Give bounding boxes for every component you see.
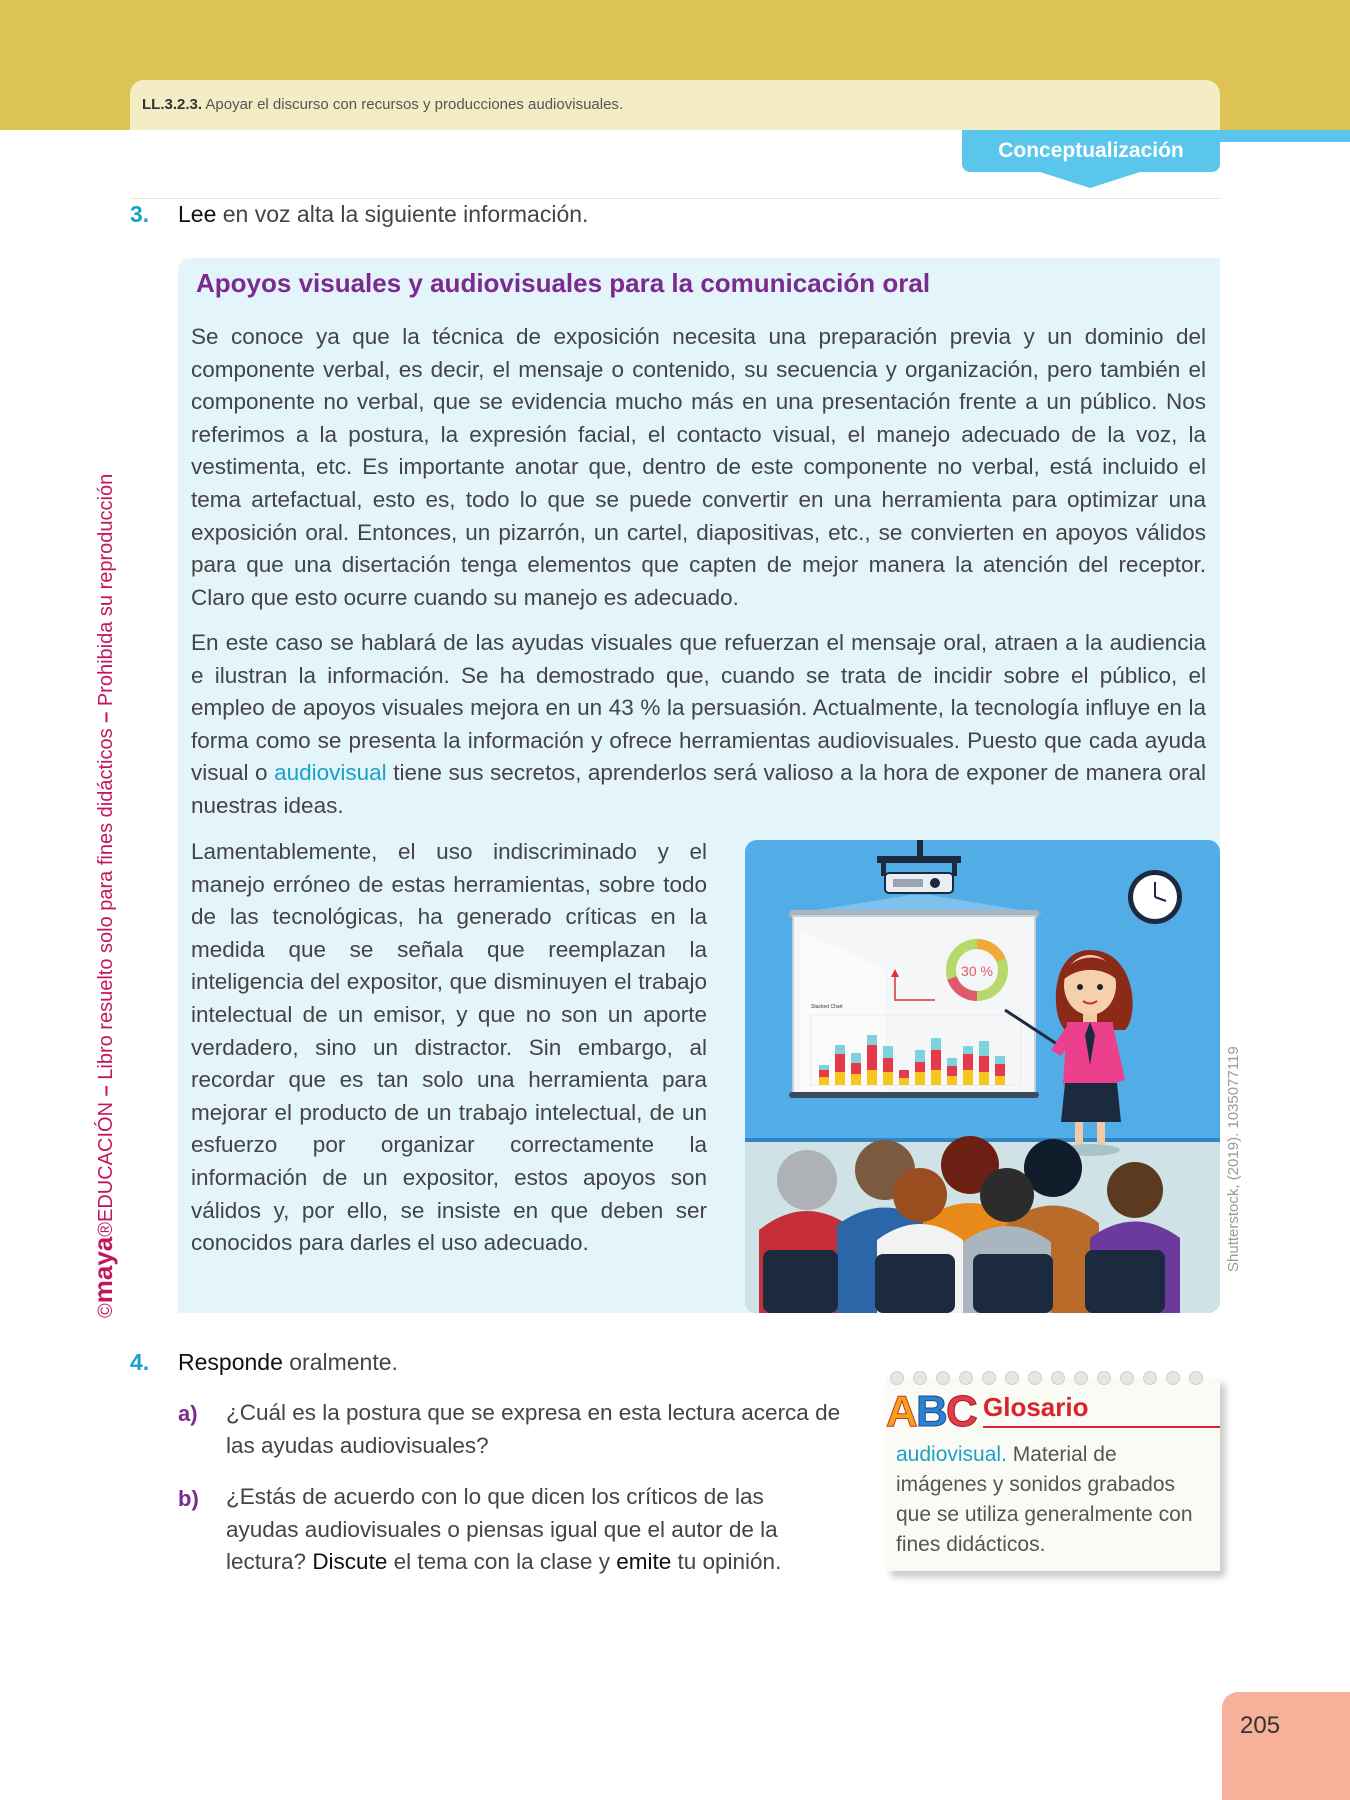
binder-ring xyxy=(1189,1371,1203,1385)
question-b-verb-2: emite xyxy=(616,1549,672,1575)
glossary-title-rule xyxy=(983,1426,1220,1428)
glossary-term: audiovisual. xyxy=(896,1443,1007,1466)
activity-3-verb: Lee xyxy=(178,201,217,227)
abc-blocks-icon xyxy=(884,1382,982,1432)
activity-4-rest: oralmente. xyxy=(282,1349,398,1375)
binder-ring xyxy=(982,1371,996,1385)
presenter-skirt xyxy=(1061,1083,1121,1122)
projector-lens xyxy=(930,878,940,888)
activity-3-instruction xyxy=(178,201,588,228)
activity-4-number: 4. xyxy=(130,1349,150,1375)
standard-code: LL.3.2.3. xyxy=(142,96,203,113)
registered-mark: ® xyxy=(95,1222,117,1237)
projector-bracket xyxy=(877,856,961,863)
projector-mount xyxy=(917,840,923,858)
question-b-part-3: tu opinión. xyxy=(671,1549,782,1575)
standard-text: Apoyar el discurso con recursos y producciones audiovisuales. xyxy=(205,96,624,113)
section-divider xyxy=(130,198,1220,199)
activity-3-number: 3. xyxy=(130,201,150,227)
copyright-mark: © xyxy=(95,1303,117,1318)
glossary-keyword-link[interactable]: audiovisual xyxy=(274,760,387,786)
brand-name: maya xyxy=(88,1236,118,1304)
presentation-illustration xyxy=(745,840,1220,1313)
standard-bar xyxy=(130,80,1220,130)
question-b-letter: b) xyxy=(178,1486,199,1511)
section-tab-tip xyxy=(1040,172,1140,188)
reading-paragraph-2 xyxy=(191,627,1206,823)
photo-credit: Shutterstock, (2019). 1035077119 xyxy=(1225,1046,1242,1272)
binder-ring xyxy=(1074,1371,1088,1385)
reading-paragraph-1: Se conoce ya que la técnica de exposición necesita una preparación previa y un dominio del componente verbal, es decir, el mensaje o contenido, su secuencia y organización, pero también el componente no verbal, que se evidencia mucho más en una presentación frente a un público. Nos referimos a la postura, la expresión facial, el contacto visual, el manejo adecuado de la voz, la vestimenta, etc. Es importante anotar que, dentro de este componente no verbal, está incluido el tema artefactual, esto es, todo lo que se puede convertir en una herramienta para optimizar una exposición oral. Entonces, un pizarrón, un cartel, diapositivas, etc., se convierten en apoyos válidos para que una disertación tenga elementos que capten de mejor manera la atención del receptor. Claro que esto ocurre cuando su manejo es adecuado. xyxy=(191,324,1206,610)
reading-title: Apoyos visuales y audiovisuales para la comunicación oral xyxy=(196,268,931,298)
question-a-letter: a) xyxy=(178,1401,198,1426)
side-credit xyxy=(88,468,119,1318)
stacked-chart-heading: Stacked Chart xyxy=(811,1004,843,1010)
credit-dash-2: – xyxy=(95,706,117,729)
abc-letter-c: C xyxy=(946,1387,978,1432)
question-b-verb-1: Discute xyxy=(312,1549,388,1575)
page-number: 205 xyxy=(1240,1712,1281,1739)
binder-ring xyxy=(1120,1371,1134,1385)
reading-p2-before: En este caso se hablará de las ayudas visuales que refuerzan el mensaje oral, atraen a la audiencia e ilustran la información. Se ha demostrado que, cuando se trata de incidir sobre el público, el empleo de apoyos visuales mejora en un 43 % la persuasión. Actualmente, la tecnología influye en la forma como se presenta la información y ofrece herramientas audiovisuales. Puesto que cada ayuda visual o xyxy=(191,630,1206,786)
question-b-part-1: ¿Estás de acuerdo con lo que dicen los críticos de las ayudas audiovisuales o piensas igual que el autor de la lectura? xyxy=(226,1484,778,1575)
section-tab: Conceptualización xyxy=(962,130,1220,172)
question-b-text xyxy=(226,1481,841,1579)
glossary-entry xyxy=(896,1440,1206,1560)
activity-3-rest: en voz alta la siguiente información. xyxy=(216,201,589,227)
reading-p2-after: tiene sus secretos, aprenderlos será valioso a la hora de exponer de manera oral nuestras ideas. xyxy=(191,760,1206,818)
credit-end: Prohibida su reproducción xyxy=(95,473,117,707)
reading-paragraph-3: Lamentablemente, el uso indiscriminado y el manejo erróneo de estas herramientas, sobre todo de las tecnológicas, ha generado críticas en la medida que se señala que reemplazan la inteligencia del expositor, que disminuyen el trabajo intelectual de un emisor, y que no son un aporte verdadero, sino un distractor. Sin embargo, al recordar que es tan solo una herramienta para mejorar el producto de un trabajo intelectual, de un esfuerzo por organizar correctamente la información de un expositor, estos apoyos son válidos y, por ello, se insiste en que deben ser conocidos para darles el uso adecuado. xyxy=(191,839,707,1256)
question-b-part-2: el tema con la clase y xyxy=(387,1549,617,1575)
activity-4-instruction xyxy=(178,1349,398,1376)
page-number-tab xyxy=(1222,1692,1350,1800)
binder-ring xyxy=(1005,1371,1019,1385)
publisher-name: EDUCACIÓN xyxy=(95,1101,117,1222)
glossary-definition: Material de imágenes y sonidos grabados que se utiliza generalmente con fines didácticos. xyxy=(896,1443,1193,1556)
question-a-text: ¿Cuál es la postura que se expresa en esta lectura acerca de las ayudas audiovisuales? xyxy=(226,1400,841,1458)
binder-ring xyxy=(1051,1371,1065,1385)
binder-ring xyxy=(1097,1371,1111,1385)
binder-ring xyxy=(1028,1371,1042,1385)
abc-letter-a: A xyxy=(886,1387,918,1432)
glossary-title: Glosario xyxy=(983,1392,1089,1422)
section-tab-stub xyxy=(1220,130,1350,142)
binder-ring xyxy=(1166,1371,1180,1385)
activity-4-verb: Responde xyxy=(178,1349,283,1375)
credit-middle: Libro resuelto solo para fines didácticos xyxy=(95,728,117,1080)
donut-label: 30 % xyxy=(961,963,993,979)
abc-letter-b: B xyxy=(916,1387,948,1432)
credit-dash-1: – xyxy=(95,1079,117,1102)
binder-ring xyxy=(1143,1371,1157,1385)
